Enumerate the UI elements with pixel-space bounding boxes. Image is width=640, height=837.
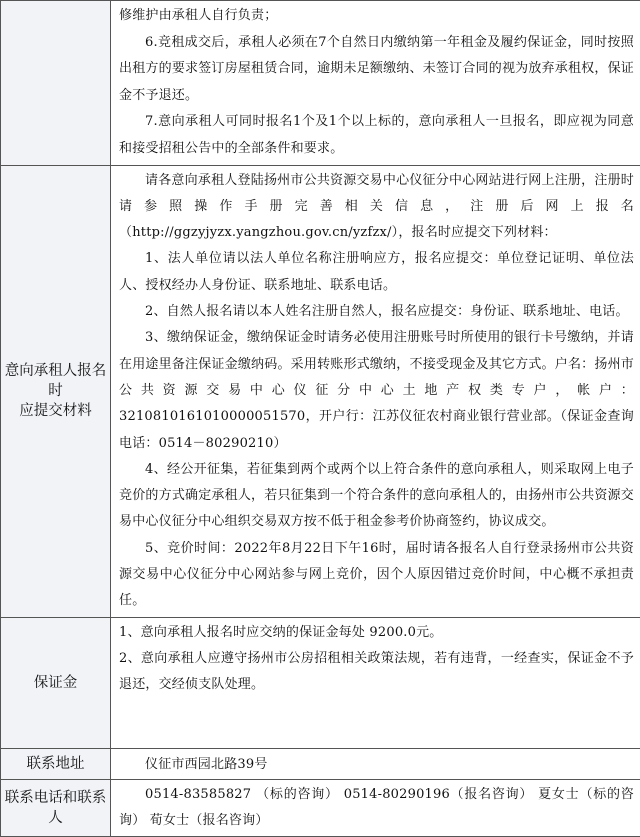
continuation-paragraph-1: 修维护由承租人自行负责； <box>119 3 634 30</box>
deposit-label: 保证金 <box>1 617 111 748</box>
materials-item-4: 4、经公开征集，若征集到两个或两个以上符合条件的意向承租人，则采取网上电子竞价的方式确定承租人，若只征集到一个符合条件的意向承租人的，由扬州市公共资源交易中心仪征分中心组织交易双方按不低于租金参考价协商签约，协议成交。 <box>119 457 634 536</box>
continuation-label-cell <box>1 1 111 166</box>
deposit-row <box>1 617 640 748</box>
deposit-item-2: 2、意向承租人应遵守扬州市公房招租相关政策法规，若有违背，一经查实，保证金不予退还，交经侦支队处理。 <box>119 646 634 698</box>
contact-value: 0514-83585827 （标的咨询） 0514-80290196（报名咨询） 夏女士（标的咨询） 荀女士（报名咨询） <box>119 782 634 834</box>
materials-item-2: 2、自然人报名请以本人姓名注册自然人，报名应提交：身份证、联系地址、电话。 <box>119 299 634 325</box>
materials-label <box>1 165 111 617</box>
continuation-row <box>1 1 640 166</box>
address-row <box>1 748 640 779</box>
address-content <box>111 748 640 779</box>
materials-item-3: 3、缴纳保证金，缴纳保证金时请务必使用注册账号时所使用的银行卡号缴纳，并请在用途里备注保证金缴纳码。采用转账形式缴纳，不接受现金及其它方式。户名：扬州市公共资源交易中心仪征分中心土地产权类专户，帐户：3210810161010000051570，开户行：江苏仪征农村商业银行营业部。（保证金查询电话：0514－80290210） <box>119 325 634 456</box>
contact-content <box>111 779 640 836</box>
address-value: 仪征市西园北路39号 <box>119 751 634 777</box>
materials-intro: 请各意向承租人登陆扬州市公共资源交易中心仪征分中心网站进行网上注册，注册时请参照操作手册完善相关信息，注册后网上报名（http://ggzyjyzx.yangzhou.gov.cn/yzfzx/），报名时应提交下列材料： <box>119 168 634 247</box>
deposit-item-1: 1、意向承租人报名时应交纳的保证金每处 9200.0元。 <box>119 620 634 646</box>
materials-label-line-2: 时 <box>1 381 110 401</box>
address-label: 联系地址 <box>1 748 111 779</box>
materials-content <box>111 165 640 617</box>
materials-row <box>1 165 640 617</box>
continuation-paragraph-2: 6.竞租成交后，承租人必须在7个自然日内缴纳第一年租金及履约保证金，同时按照出租方的要求签订房屋租赁合同，逾期未足额缴纳、未签订合同的视为放弃承租权，保证金不予退还。 <box>119 30 634 110</box>
contact-label-line-1: 联系电话和联系 <box>1 788 110 808</box>
materials-item-5: 5、竞价时间：2022年8月22日下午16时，届时请各报名人自行登录扬州市公共资源交易中心仪征分中心网站参与网上竞价，因个人原因错过竞价时间，中心概不承担责任。 <box>119 536 634 615</box>
contact-label <box>1 779 111 836</box>
deposit-content <box>111 617 640 748</box>
continuation-paragraph-3: 7.意向承租人可同时报名1个及1个以上标的，意向承租人一旦报名，即应视为同意和接受招租公告中的全部条件和要求。 <box>119 109 634 162</box>
contact-row <box>1 779 640 836</box>
materials-label-line-3: 应提交材料 <box>1 401 110 421</box>
contact-label-line-2: 人 <box>1 808 110 828</box>
materials-item-1: 1、法人单位请以法人单位名称注册响应方，报名应提交：单位登记证明、单位法人、授权经办人身份证、联系地址、联系电话。 <box>119 246 634 299</box>
materials-label-line-1: 意向承租人报名 <box>1 361 110 381</box>
continuation-content <box>111 1 640 166</box>
